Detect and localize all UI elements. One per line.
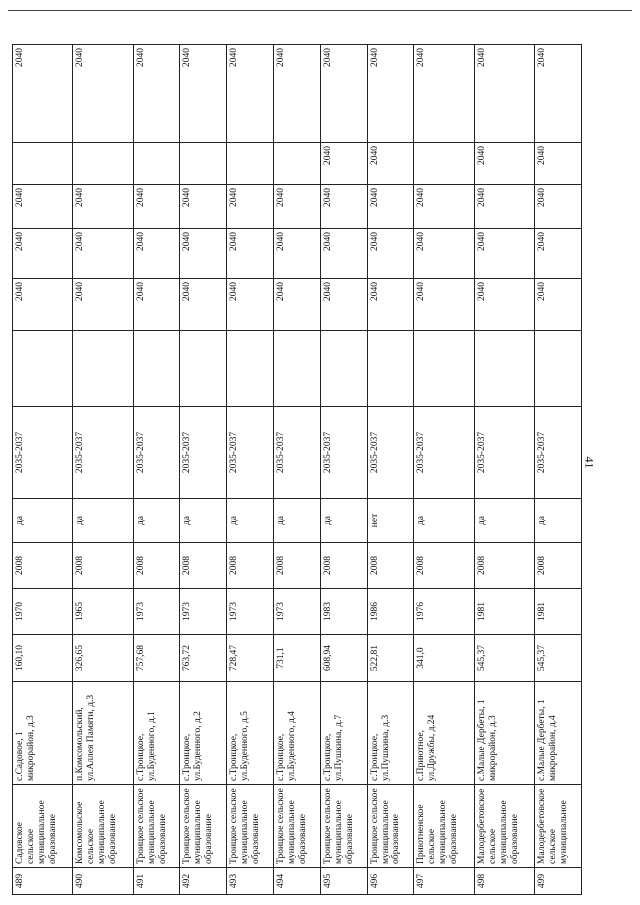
year-cell-3: 2040 [535, 229, 582, 279]
year-cell-4: 2040 [227, 185, 274, 229]
row-number-cell: 489 [13, 868, 73, 895]
year-cell-3: 2040 [73, 229, 133, 279]
table-row [414, 45, 474, 895]
built-year-cell: 1970 [13, 589, 73, 635]
row-number-cell: 499 [535, 868, 582, 895]
municipality-cell: Троицкое сельское муниципальное образование [367, 785, 414, 868]
year-cell-3: 2040 [13, 229, 73, 279]
year-cell-5 [227, 143, 274, 185]
year-cell-3: 2040 [414, 229, 474, 279]
year-cell-3: 2040 [180, 229, 227, 279]
address-cell: п.Комсомольский, ул.Аллея Памяти, д.3 [73, 682, 133, 785]
table-row [13, 45, 73, 895]
year-cell-6: 2040 [414, 45, 474, 143]
survey-year-cell: 2008 [133, 543, 180, 589]
row-number-cell: 493 [227, 868, 274, 895]
table-row [320, 45, 367, 895]
page-number: 41 [582, 456, 597, 469]
built-year-cell: 1973 [227, 589, 274, 635]
area-cell: 545,37 [535, 635, 582, 682]
area-cell: 728,47 [227, 635, 274, 682]
address-cell: с.Малые Дербеты, 1 микрорайон, д.4 [535, 682, 582, 785]
municipality-cell: Троицкое сельское муниципальное образование [133, 785, 180, 868]
year-cell-4: 2040 [474, 185, 534, 229]
address-cell: с.Троицкое, ул.Буденного, д.2 [180, 682, 227, 785]
year-cell-3: 2040 [474, 229, 534, 279]
built-year-cell: 1981 [474, 589, 534, 635]
table-row [535, 45, 582, 895]
address-cell: с.Троицкое, ул.Буденного, д.5 [227, 682, 274, 785]
year-cell-1 [13, 331, 73, 407]
need-flag-cell: да [414, 499, 474, 543]
row-number-cell: 494 [274, 868, 321, 895]
address-cell: с.Приютное, ул.Дружбы, д.24 [414, 682, 474, 785]
period-cell: 2035-2037 [13, 407, 73, 499]
year-cell-2: 2040 [474, 279, 534, 331]
year-cell-6: 2040 [227, 45, 274, 143]
period-cell: 2035-2037 [73, 407, 133, 499]
need-flag-cell: да [274, 499, 321, 543]
year-cell-6: 2040 [367, 45, 414, 143]
top-rule [8, 10, 632, 11]
built-year-cell: 1981 [535, 589, 582, 635]
year-cell-6: 2040 [133, 45, 180, 143]
year-cell-5: 2040 [474, 143, 534, 185]
year-cell-1 [274, 331, 321, 407]
area-cell: 763,72 [180, 635, 227, 682]
year-cell-4: 2040 [133, 185, 180, 229]
survey-year-cell: 2008 [180, 543, 227, 589]
built-year-cell: 1986 [367, 589, 414, 635]
built-year-cell: 1973 [133, 589, 180, 635]
address-cell: с.Троицкое, ул.Пушкина, д.7 [320, 682, 367, 785]
year-cell-4: 2040 [367, 185, 414, 229]
need-flag-cell: да [227, 499, 274, 543]
built-year-cell: 1983 [320, 589, 367, 635]
address-cell: с.Садовое, 1 микрорайон, д.3 [13, 682, 73, 785]
area-cell: 522,81 [367, 635, 414, 682]
survey-year-cell: 2008 [474, 543, 534, 589]
need-flag-cell: да [13, 499, 73, 543]
year-cell-6: 2040 [13, 45, 73, 143]
year-cell-1 [180, 331, 227, 407]
survey-year-cell: 2008 [367, 543, 414, 589]
survey-year-cell: 2008 [73, 543, 133, 589]
table-row [180, 45, 227, 895]
year-cell-1 [474, 331, 534, 407]
year-cell-3: 2040 [367, 229, 414, 279]
table-row [227, 45, 274, 895]
need-flag-cell: нет [367, 499, 414, 543]
year-cell-2: 2040 [414, 279, 474, 331]
year-cell-5: 2040 [535, 143, 582, 185]
year-cell-5 [133, 143, 180, 185]
address-cell: с.Троицкое, ул.Буденного, д.1 [133, 682, 180, 785]
need-flag-cell: да [133, 499, 180, 543]
address-cell: с.Троицкое, ул.Буденного, д.4 [274, 682, 321, 785]
year-cell-1 [535, 331, 582, 407]
year-cell-2: 2040 [320, 279, 367, 331]
need-flag-cell: да [320, 499, 367, 543]
year-cell-1 [414, 331, 474, 407]
row-number-cell: 490 [73, 868, 133, 895]
area-cell: 731,1 [274, 635, 321, 682]
table-row [367, 45, 414, 895]
need-flag-cell: да [474, 499, 534, 543]
row-number-cell: 491 [133, 868, 180, 895]
year-cell-2: 2040 [180, 279, 227, 331]
built-year-cell: 1965 [73, 589, 133, 635]
year-cell-6: 2040 [474, 45, 534, 143]
year-cell-5: 2040 [367, 143, 414, 185]
year-cell-3: 2040 [133, 229, 180, 279]
year-cell-4: 2040 [535, 185, 582, 229]
year-cell-4: 2040 [73, 185, 133, 229]
built-year-cell: 1973 [180, 589, 227, 635]
housing-register-table [12, 44, 582, 895]
year-cell-2: 2040 [133, 279, 180, 331]
municipality-cell: Троицкое сельское муниципальное образование [274, 785, 321, 868]
table-body [13, 45, 582, 895]
table-row [133, 45, 180, 895]
year-cell-1 [133, 331, 180, 407]
year-cell-1 [320, 331, 367, 407]
built-year-cell: 1973 [274, 589, 321, 635]
year-cell-1 [73, 331, 133, 407]
municipality-cell: Малодербетовское сельское муниципальное [535, 785, 582, 868]
table-row [274, 45, 321, 895]
period-cell: 2035-2037 [180, 407, 227, 499]
year-cell-1 [367, 331, 414, 407]
table-row [474, 45, 534, 895]
year-cell-5 [73, 143, 133, 185]
year-cell-2: 2040 [535, 279, 582, 331]
year-cell-2: 2040 [73, 279, 133, 331]
municipality-cell: Комсомольское сельское муниципальное образование [73, 785, 133, 868]
row-number-cell: 492 [180, 868, 227, 895]
need-flag-cell: да [73, 499, 133, 543]
period-cell: 2035-2037 [474, 407, 534, 499]
row-number-cell: 496 [367, 868, 414, 895]
row-number-cell: 498 [474, 868, 534, 895]
survey-year-cell: 2008 [320, 543, 367, 589]
survey-year-cell: 2008 [13, 543, 73, 589]
need-flag-cell: да [180, 499, 227, 543]
year-cell-2: 2040 [227, 279, 274, 331]
year-cell-5 [274, 143, 321, 185]
period-cell: 2035-2037 [414, 407, 474, 499]
survey-year-cell: 2008 [227, 543, 274, 589]
area-cell: 326,65 [73, 635, 133, 682]
year-cell-1 [227, 331, 274, 407]
year-cell-5 [180, 143, 227, 185]
year-cell-6: 2040 [274, 45, 321, 143]
period-cell: 2035-2037 [320, 407, 367, 499]
period-cell: 2035-2037 [133, 407, 180, 499]
built-year-cell: 1976 [414, 589, 474, 635]
rotated-table-wrapper [12, 45, 582, 895]
period-cell: 2035-2037 [227, 407, 274, 499]
year-cell-6: 2040 [320, 45, 367, 143]
year-cell-3: 2040 [227, 229, 274, 279]
address-cell: с.Троицкое, ул.Пушкина, д.3 [367, 682, 414, 785]
year-cell-5 [13, 143, 73, 185]
survey-year-cell: 2008 [414, 543, 474, 589]
year-cell-6: 2040 [535, 45, 582, 143]
year-cell-2: 2040 [274, 279, 321, 331]
survey-year-cell: 2008 [535, 543, 582, 589]
period-cell: 2035-2037 [274, 407, 321, 499]
year-cell-4: 2040 [180, 185, 227, 229]
year-cell-5 [414, 143, 474, 185]
area-cell: 341,0 [414, 635, 474, 682]
address-cell: с.Малые Дербеты, 1 микрорайон, д.3 [474, 682, 534, 785]
area-cell: 160,10 [13, 635, 73, 682]
municipality-cell: Садовское сельское муниципальное образование [13, 785, 73, 868]
year-cell-4: 2040 [414, 185, 474, 229]
municipality-cell: Малодербетовское сельское муниципальное образование [474, 785, 534, 868]
row-number-cell: 495 [320, 868, 367, 895]
period-cell: 2035-2037 [535, 407, 582, 499]
table-row [73, 45, 133, 895]
year-cell-4: 2040 [320, 185, 367, 229]
year-cell-3: 2040 [320, 229, 367, 279]
municipality-cell: Троицкое сельское муниципальное образование [227, 785, 274, 868]
year-cell-6: 2040 [180, 45, 227, 143]
survey-year-cell: 2008 [274, 543, 321, 589]
need-flag-cell: да [535, 499, 582, 543]
year-cell-5: 2040 [320, 143, 367, 185]
municipality-cell: Троицкое сельское муниципальное образование [320, 785, 367, 868]
area-cell: 545,37 [474, 635, 534, 682]
municipality-cell: Троицкое сельское муниципальное образование [180, 785, 227, 868]
row-number-cell: 497 [414, 868, 474, 895]
year-cell-6: 2040 [73, 45, 133, 143]
area-cell: 608,94 [320, 635, 367, 682]
area-cell: 757,68 [133, 635, 180, 682]
year-cell-4: 2040 [274, 185, 321, 229]
year-cell-3: 2040 [274, 229, 321, 279]
year-cell-2: 2040 [13, 279, 73, 331]
year-cell-4: 2040 [13, 185, 73, 229]
municipality-cell: Приютненское сельское муниципальное образование [414, 785, 474, 868]
year-cell-2: 2040 [367, 279, 414, 331]
period-cell: 2035-2037 [367, 407, 414, 499]
